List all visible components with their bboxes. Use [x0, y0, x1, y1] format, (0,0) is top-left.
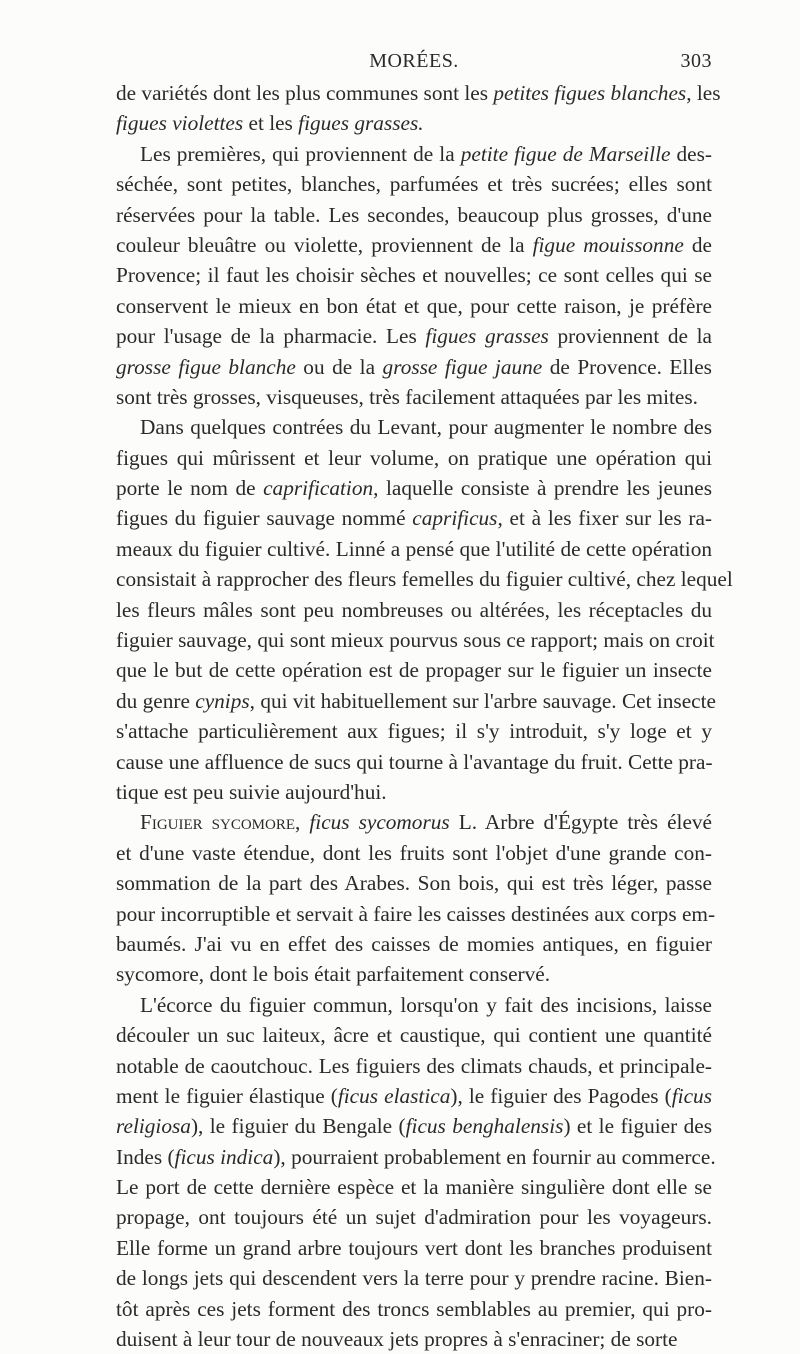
italic-text: grosse figue jaune — [382, 354, 543, 379]
text-line — [116, 503, 712, 533]
text-run: du genre — [116, 688, 196, 713]
text-line — [116, 1202, 712, 1232]
text-line — [116, 260, 712, 290]
italic-text: caprificus — [412, 506, 498, 531]
text-line — [116, 777, 712, 807]
italic-text: ficus sycomorus — [309, 810, 450, 835]
text-line — [116, 868, 712, 898]
italic-text: grosse figue blanche — [116, 354, 296, 379]
text-run: pour l'usage de la pharmacie. Les — [116, 324, 426, 349]
paragraph — [116, 412, 733, 807]
text-run: que le but de cette opération est de propager sur le figuier un insecte — [116, 658, 712, 683]
text-run: et d'une vaste étendue, dont les fruits sont l'objet d'une grande con- — [116, 840, 712, 865]
text-run: duisent à leur tour de nouveaux jets propres à s'enraciner; de sorte — [116, 1327, 678, 1352]
text-run: baumés. J'ai vu en effet des caisses de momies antiques, en figuier — [116, 931, 712, 956]
text-line — [116, 352, 712, 382]
italic-text: figue mouissonne — [532, 232, 684, 257]
text-line — [116, 990, 712, 1020]
text-line — [116, 412, 712, 442]
page-header — [116, 50, 712, 80]
text-run: sommation de la part des Arabes. Son bois, qui est très léger, passe — [116, 871, 712, 896]
text-line — [116, 108, 712, 138]
text-run: , qui vit habituellement sur l'arbre sauvage. Cet insecte — [249, 688, 716, 713]
text-line — [116, 929, 712, 959]
text-line — [116, 534, 712, 564]
text-run: Indes ( — [116, 1144, 175, 1169]
text-run: figuier sauvage, qui sont mieux pourvus sous ce rapport; mais on croit — [116, 628, 715, 653]
italic-text: cynips — [195, 688, 250, 713]
text-line — [116, 1051, 712, 1081]
text-line — [116, 1111, 712, 1141]
italic-text: caprification — [263, 476, 374, 501]
text-run: consistait à rapprocher des fleurs femelles du figuier cultivé, chez lequel — [116, 567, 733, 592]
text-line — [116, 230, 712, 260]
text-run: propage, ont toujours été un sujet d'admiration pour les voyageurs. — [116, 1205, 712, 1230]
italic-text: petite figue de Marseille — [460, 141, 671, 166]
text-run: L'écorce du figuier commun, lorsqu'on y fait des incisions, laisse — [140, 992, 712, 1017]
text-run: ou de la — [295, 354, 383, 379]
text-run: de — [683, 232, 712, 257]
text-run: séchée, sont petites, blanches, parfumées et très sucrées; elles sont — [116, 172, 712, 197]
text-run: s'attache particulièrement aux figues; il s'y introduit, s'y loge et y — [116, 719, 712, 744]
text-run: Le port de cette dernière espèce et la manière singulière dont elle se — [116, 1175, 712, 1200]
text-run: proviennent de la — [548, 324, 713, 349]
text-run: ), pourraient probablement en fournir au commerce. — [273, 1144, 716, 1169]
text-line — [116, 959, 712, 989]
text-run: tôt après ces jets forment des troncs semblables au premier, qui pro- — [116, 1296, 712, 1321]
italic-text: figues violettes — [116, 111, 244, 136]
body-text — [116, 78, 733, 1354]
text-line — [116, 1081, 712, 1111]
text-run: découler un suc laiteux, âcre et caustique, qui contient une quantité — [116, 1023, 712, 1048]
italic-text: figues grasses — [425, 324, 549, 349]
text-run: figues du figuier sauvage nommé — [116, 506, 413, 531]
text-line — [116, 686, 716, 716]
text-run: Les premières, qui proviennent de la — [140, 141, 461, 166]
italic-text: figues grasses. — [298, 111, 424, 136]
text-line — [116, 382, 712, 412]
text-line — [116, 1142, 716, 1172]
text-run: pour incorruptible et servait à faire les caisses destinées aux corps em- — [116, 901, 716, 926]
text-line — [116, 595, 712, 625]
text-line — [116, 625, 715, 655]
text-run: sont très grosses, visqueuses, très facilement attaquées par les mites. — [116, 384, 698, 409]
text-line — [116, 716, 712, 746]
small-caps-text: Figuier sycomore — [140, 810, 296, 835]
text-run: L. Arbre d'Égypte très élevé — [449, 810, 712, 835]
text-run: réservées pour la table. Les secondes, beaucoup plus grosses, d'une — [116, 202, 712, 227]
text-run: ), le figuier des Pagodes ( — [450, 1083, 672, 1108]
text-line — [116, 747, 712, 777]
text-run: et les — [243, 111, 299, 136]
text-run: , — [295, 810, 310, 835]
italic-text: religiosa — [116, 1114, 191, 1139]
page-number: 303 — [680, 50, 712, 72]
text-run: de variétés dont les plus communes sont les — [116, 81, 494, 105]
text-run: ment le figuier élastique ( — [116, 1083, 338, 1108]
text-run: sycomore, dont le bois était parfaitement conservé. — [116, 962, 551, 987]
paragraph — [116, 807, 716, 989]
paragraph — [116, 78, 721, 139]
text-line — [116, 1294, 712, 1324]
text-line — [116, 1324, 712, 1354]
italic-text: ficus elastica — [337, 1083, 451, 1108]
text-run: meaux du figuier cultivé. Linné a pensé que l'utilité de cette opération — [116, 536, 712, 561]
text-run: les fleurs mâles sont peu nombreuses ou altérées, les réceptacles du — [116, 597, 712, 622]
italic-text: petites figues blanches — [493, 81, 687, 105]
text-run: notable de caoutchouc. Les figuiers des climats chauds, et principale- — [116, 1053, 712, 1078]
text-run: , laquelle consiste à prendre les jeunes — [373, 476, 713, 501]
text-line — [116, 1263, 712, 1293]
text-run: de Provence. Elles — [542, 354, 712, 379]
text-run: de longs jets qui descendent vers la terre pour y prendre racine. Bien- — [116, 1266, 712, 1291]
text-line — [116, 564, 733, 594]
text-line — [116, 78, 721, 108]
text-line — [116, 1172, 712, 1202]
text-run: , les — [686, 81, 721, 105]
text-run: porte le nom de — [116, 476, 264, 501]
text-line — [116, 291, 712, 321]
text-run: cause une affluence de sucs qui tourne à l'avantage du fruit. Cette pra- — [116, 749, 713, 774]
paragraph — [116, 990, 716, 1354]
text-line — [116, 139, 712, 169]
text-line — [116, 443, 712, 473]
text-run: ), le figuier du Bengale ( — [190, 1114, 406, 1139]
text-line — [116, 321, 712, 351]
text-run: Dans quelques contrées du Levant, pour augmenter le nombre des — [140, 415, 712, 440]
paragraph — [116, 139, 712, 413]
italic-text: ficus — [671, 1083, 712, 1108]
text-run: Elle forme un grand arbre toujours vert dont les branches produisent — [116, 1235, 712, 1260]
text-line — [116, 1020, 712, 1050]
text-run: Provence; il faut les choisir sèches et nouvelles; ce sont celles qui se — [116, 263, 712, 288]
running-title: MORÉES. — [369, 50, 459, 72]
text-run: figues qui mûrissent et leur volume, on pratique une opération qui — [116, 445, 712, 470]
text-line — [116, 838, 712, 868]
italic-text: ficus benghalensis — [405, 1114, 564, 1139]
text-run: couleur bleuâtre ou violette, proviennent de la — [116, 232, 533, 257]
text-line — [116, 655, 712, 685]
text-run: conservent le mieux en bon état et que, pour cette raison, je préfère — [116, 293, 712, 318]
text-line — [116, 1233, 712, 1263]
text-line — [116, 899, 716, 929]
text-line — [116, 807, 712, 837]
italic-text: ficus indica — [174, 1144, 274, 1169]
text-run: tique est peu suivie aujourd'hui. — [116, 779, 387, 804]
text-line — [116, 473, 712, 503]
text-run: , et à les fixer sur les ra- — [497, 506, 712, 531]
text-run: des- — [670, 141, 712, 166]
text-line — [116, 169, 712, 199]
text-run: ) et le figuier des — [563, 1114, 712, 1139]
text-line — [116, 200, 712, 230]
